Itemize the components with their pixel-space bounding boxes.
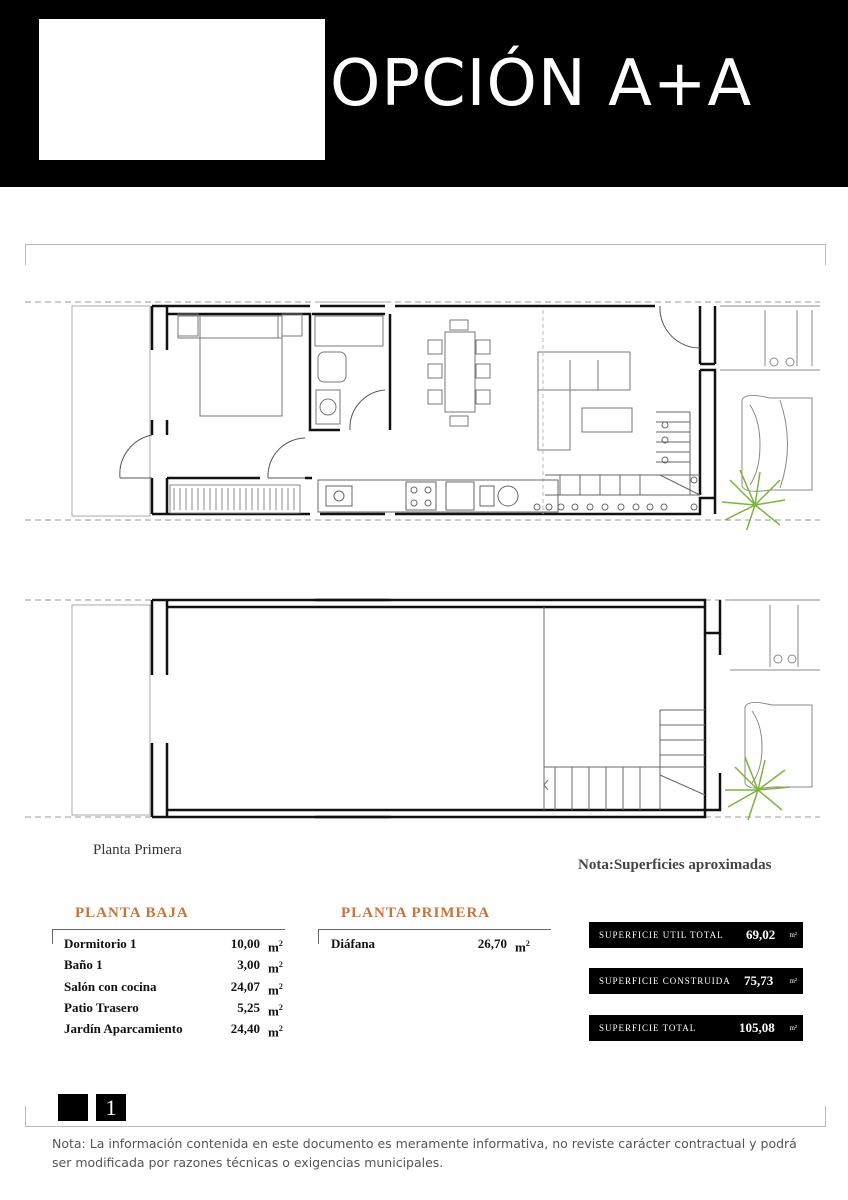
room-row: Dormitorio 1 10,00 $m^2$ [64, 936, 283, 955]
surfaces-note: Nota:Superficies aproximadas [578, 857, 772, 873]
room-row: Jardín Aparcamiento 24,40 $m^2$ [64, 1021, 283, 1040]
ground-floor-plan [0, 290, 848, 530]
upper-floor-plan [0, 595, 848, 825]
room-row: Patio Trasero 5,25 $m^2$ [64, 999, 283, 1019]
summary-total: SUPERFICIE TOTAL 105,08 m² [589, 1015, 803, 1041]
planta-primera-title: PLANTA PRIMERA [341, 905, 491, 921]
upper-plan-caption: Planta Primera [93, 842, 182, 858]
room-row: Baño 1 3,00 $m^2$ [64, 957, 283, 976]
page-title: OPCIÓN A+A [330, 47, 753, 121]
summary-construida: SUPERFICIE CONSTRUIDA 75,73 m² [589, 968, 803, 994]
room-row: Salón con cocina 24,07 $m^2$ [64, 978, 283, 997]
page-number: 1 [96, 1094, 126, 1121]
planta-baja-rooms [64, 935, 283, 1042]
disclaimer: Nota: La información contenida en este documento es meramente informativa, no reviste carácter contractual y podrá ser modificada por razones técnicas o exigencias municipales. [52, 1136, 797, 1170]
summary-util-total: SUPERFICIE UTIL TOTAL 69,02 m² [589, 922, 803, 948]
page-marker [58, 1094, 88, 1121]
planta-baja-title: PLANTA BAJA [75, 905, 189, 921]
logo-placeholder [39, 19, 325, 160]
frame-bottom-bracket [25, 1106, 826, 1127]
frame-top-bracket [25, 244, 826, 265]
planta-primera-rooms [331, 935, 530, 956]
room-row: Diáfana 26,70 $m^2$ [331, 936, 530, 955]
header-band [0, 0, 848, 187]
